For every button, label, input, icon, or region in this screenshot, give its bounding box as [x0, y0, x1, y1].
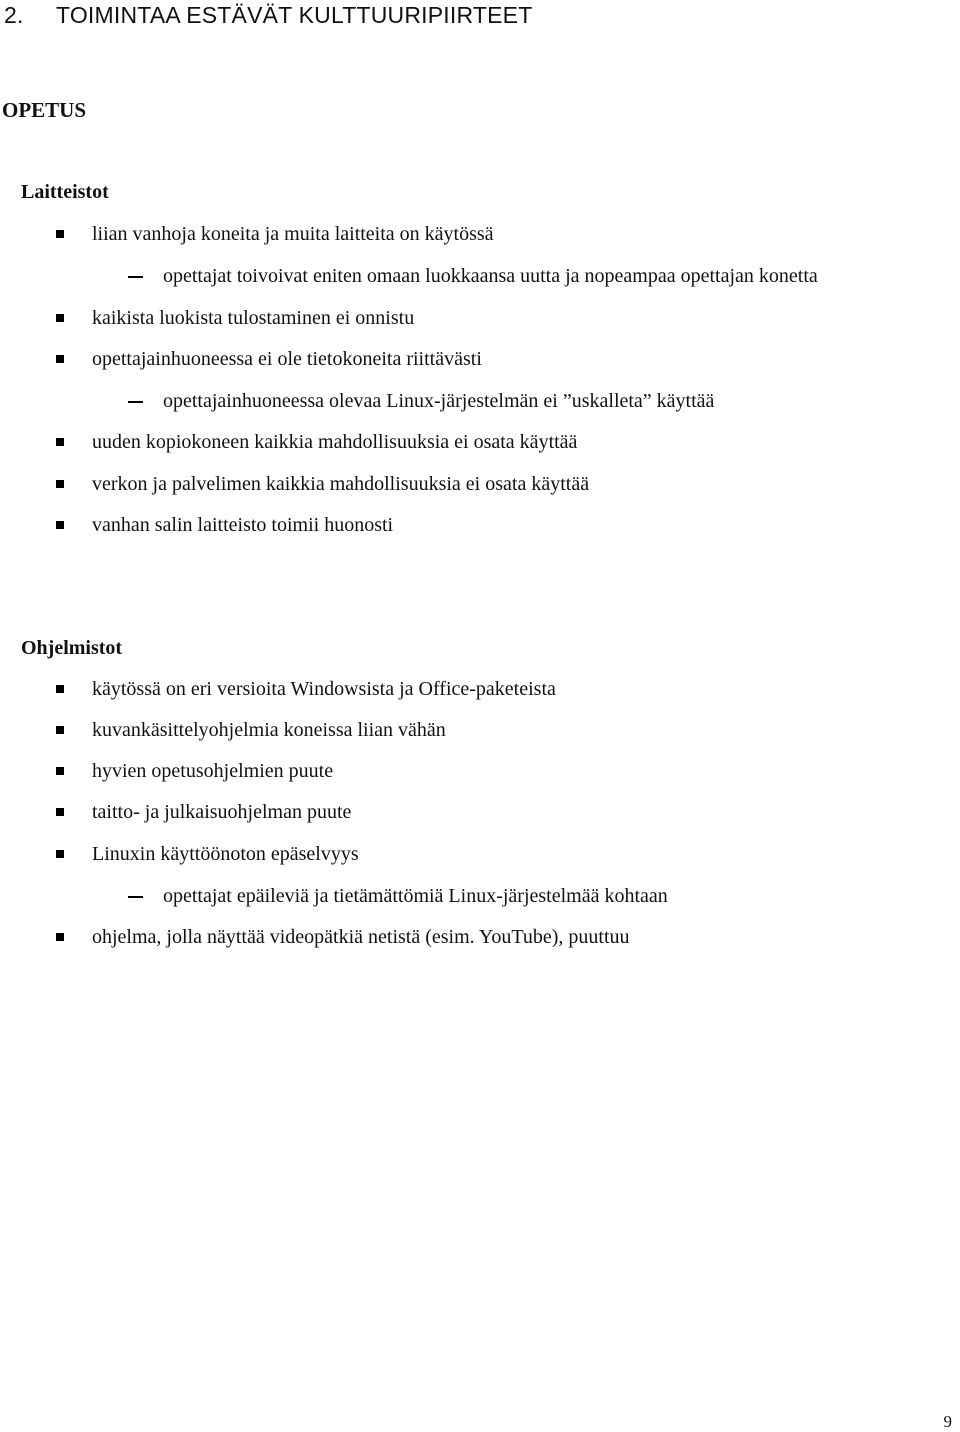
page-number: 9	[943, 1412, 952, 1431]
square-bullet-icon	[56, 230, 64, 238]
square-bullet-icon	[56, 726, 64, 734]
dash-bullet-icon	[128, 401, 143, 403]
dash-bullet-icon	[128, 276, 143, 278]
dash-bullet-icon	[128, 896, 143, 898]
software-heading: Ohjelmistot	[21, 637, 123, 659]
square-bullet-icon	[56, 850, 64, 858]
square-bullet-icon	[56, 521, 64, 529]
square-bullet-icon	[56, 685, 64, 693]
square-bullet-icon	[56, 767, 64, 775]
square-bullet-icon	[56, 933, 64, 941]
square-bullet-icon	[56, 355, 64, 363]
section-title: OPETUS	[2, 98, 87, 122]
chapter-title-text: TOIMINTAA ESTÄVÄT KULTTUURIPIIRTEET	[56, 2, 533, 28]
square-bullet-icon	[56, 438, 64, 446]
square-bullet-icon	[56, 480, 64, 488]
chapter-number: 2.	[4, 2, 24, 28]
square-bullet-icon	[56, 314, 64, 322]
hardware-heading: Laitteistot	[21, 181, 109, 203]
chapter-title	[4, 2, 532, 29]
square-bullet-icon	[56, 808, 64, 816]
